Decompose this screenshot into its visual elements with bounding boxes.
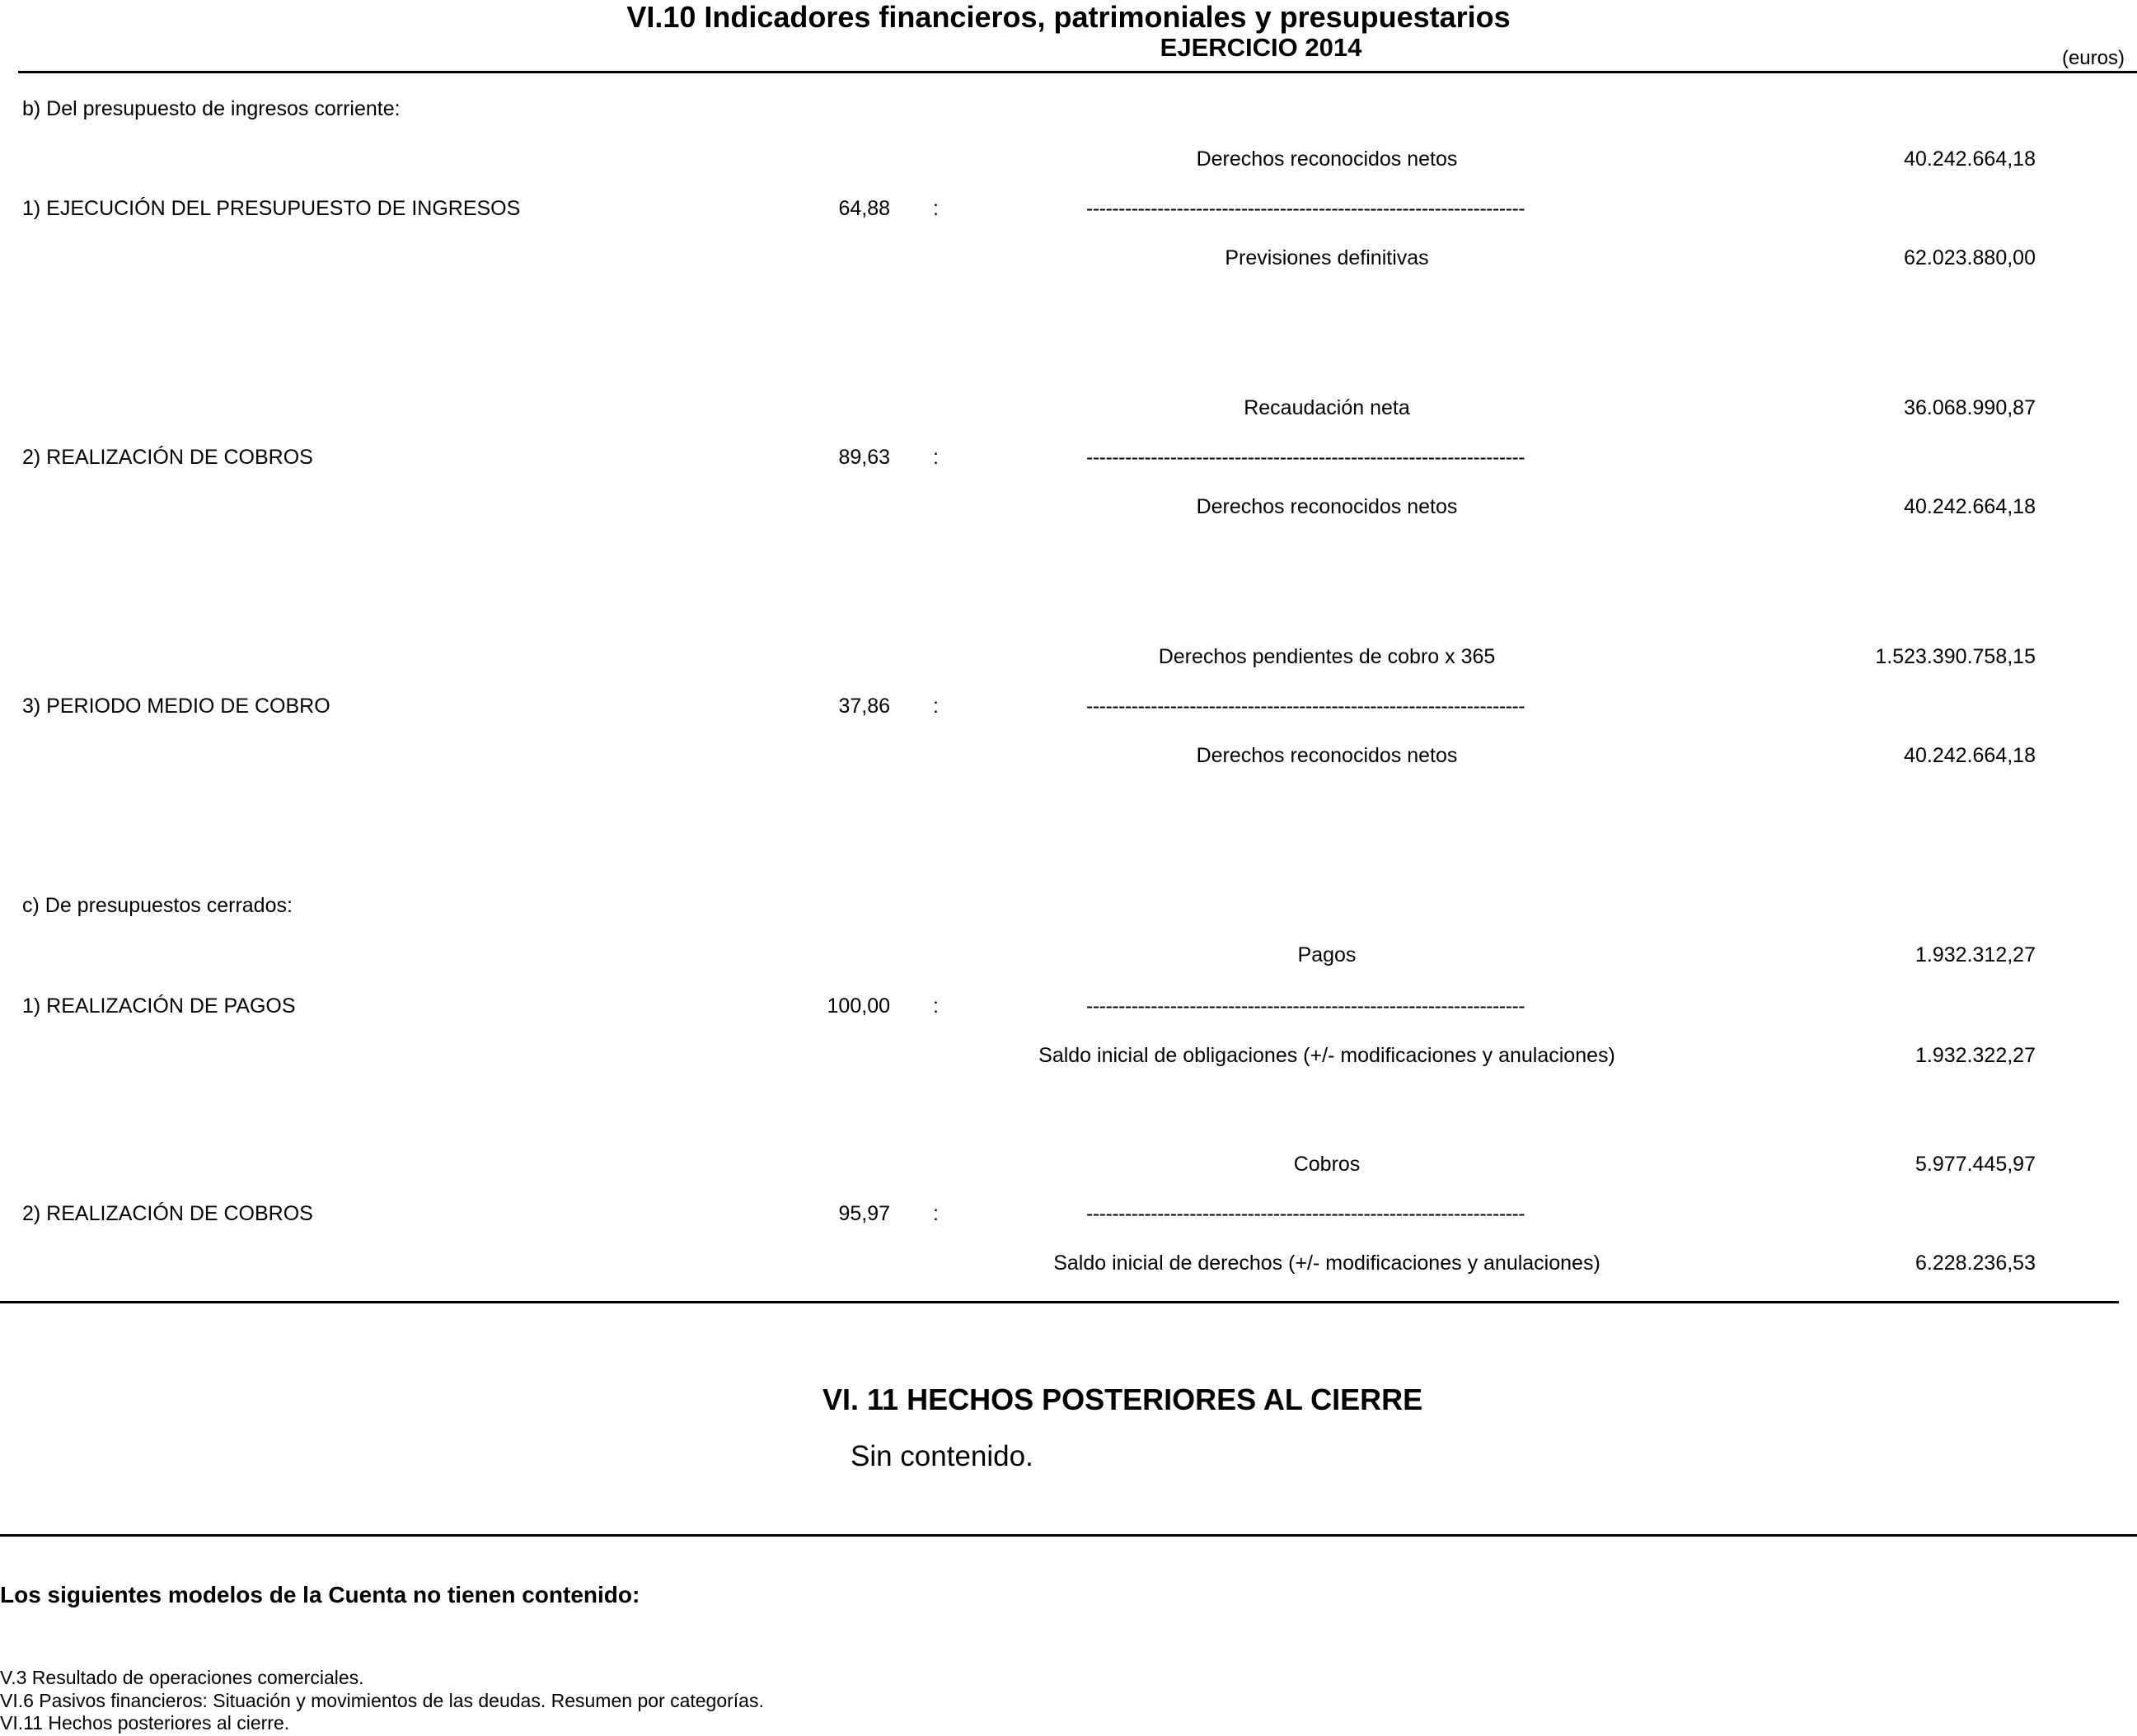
numerator-amount: 5.977.445,97 [1915,1153,2036,1176]
note-item: VI.11 Hechos posteriores al cierre. [0,1712,290,1734]
denominator-label: Saldo inicial de derechos (+/- modificaciones y anulaciones) [1053,1252,1600,1275]
numerator-label: Derechos reconocidos netos [1196,147,1458,171]
numerator-label: Derechos pendientes de cobro x 365 [1158,645,1496,668]
indicator-value: 100,00 [827,994,890,1018]
indicator-label: 2) REALIZACIÓN DE COBROS [22,446,313,469]
denominator-label: Saldo inicial de obligaciones (+/- modificaciones y anulaciones) [1038,1044,1615,1067]
numerator-label: Recaudación neta [1244,396,1410,419]
colon-separator: : [933,1202,939,1225]
section-11-content: Sin contenido. [851,1440,1033,1472]
section-c-heading: c) De presupuestos cerrados: [22,894,293,917]
section-divider [0,1534,2137,1537]
denominator-amount: 62.023.880,00 [1904,246,2036,269]
header-divider [18,71,2137,73]
denominator-label: Previsiones definitivas [1225,246,1429,269]
denominator-label: Derechos reconocidos netos [1196,744,1458,767]
denominator-amount: 40.242.664,18 [1904,744,2036,767]
colon-separator: : [933,695,939,718]
numerator-amount: 1.523.390.758,15 [1875,645,2036,668]
numerator-label: Pagos [1297,943,1357,966]
fraction-line: -------------------------------------------------------------------- [1086,446,1525,469]
denominator-amount: 1.932.322,27 [1915,1044,2036,1067]
fraction-line: -------------------------------------------------------------------- [1086,695,1525,718]
fraction-line: -------------------------------------------------------------------- [1086,994,1525,1018]
page-title: VI.10 Indicadores financieros, patrimoniales y presupuestarios [626,0,1511,34]
denominator-amount: 6.228.236,53 [1915,1252,2036,1275]
fraction-line: -------------------------------------------------------------------- [1086,1202,1525,1225]
indicator-value: 37,86 [838,695,890,718]
section-b-heading: b) Del presupuesto de ingresos corriente: [22,97,401,120]
note-item: V.3 Resultado de operaciones comerciales. [0,1667,364,1688]
numerator-amount: 1.932.312,27 [1915,943,2036,966]
numerator-amount: 36.068.990,87 [1904,396,2036,419]
numerator-label: Cobros [1293,1153,1361,1176]
numerator-amount: 40.242.664,18 [1904,147,2036,171]
indicator-label: 3) PERIODO MEDIO DE COBRO [22,695,330,718]
notes-heading: Los siguientes modelos de la Cuenta no tienen contenido: [0,1582,640,1607]
indicator-value: 89,63 [838,446,890,469]
section-11-heading: VI. 11 HECHOS POSTERIORES AL CIERRE [822,1383,1423,1416]
colon-separator: : [933,446,939,469]
indicator-label: 2) REALIZACIÓN DE COBROS [22,1202,313,1225]
section-divider [0,1301,2119,1303]
units-label: (euros) [2061,47,2125,69]
indicator-label: 1) REALIZACIÓN DE PAGOS [22,994,296,1018]
indicator-value: 95,97 [838,1202,890,1225]
fraction-line: -------------------------------------------------------------------- [1086,197,1525,220]
indicator-value: 64,88 [838,197,890,220]
denominator-amount: 40.242.664,18 [1904,495,2036,518]
colon-separator: : [933,994,939,1018]
indicator-label: 1) EJECUCIÓN DEL PRESUPUESTO DE INGRESOS [22,197,521,220]
note-item: VI.6 Pasivos financieros: Situación y movimientos de las deudas. Resumen por categorías. [0,1690,764,1711]
colon-separator: : [933,197,939,220]
denominator-label: Derechos reconocidos netos [1196,495,1458,518]
page-subtitle: EJERCICIO 2014 [1160,33,1362,62]
